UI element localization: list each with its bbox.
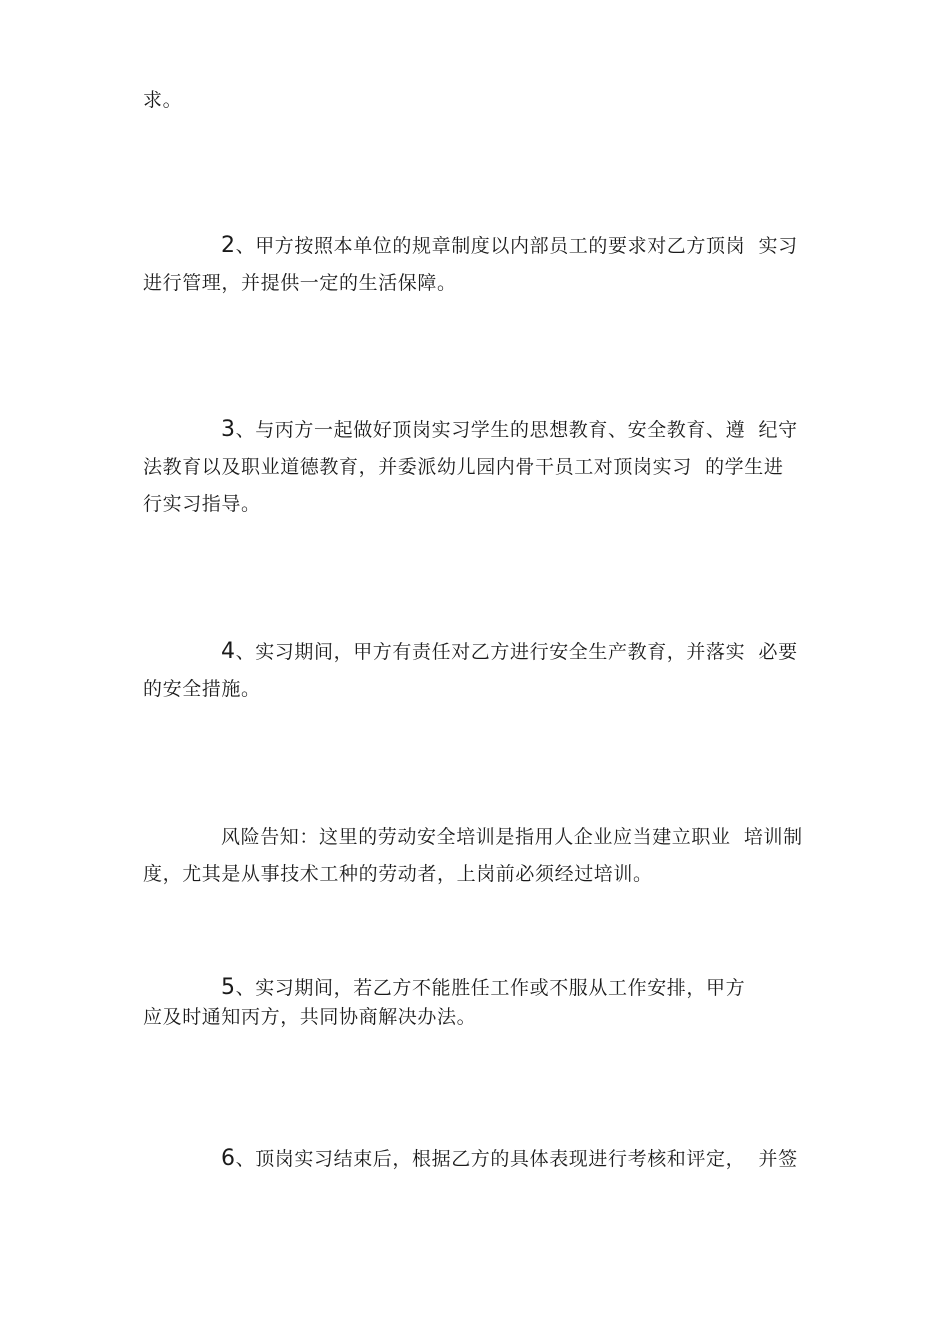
paragraph-6-line-1: 6、顶岗实习结束后，根据乙方的具体表现进行考核和评定， 并签 (221, 1146, 798, 1171)
risk-notice-line-2: 度，尤其是从事技术工种的劳动者，上岗前必须经过培训。 (143, 863, 653, 885)
paragraph-2-line-1: 2、甲方按照本单位的规章制度以内部员工的要求对乙方顶岗 实习 (221, 233, 798, 258)
item-number: 3 (221, 417, 236, 442)
paragraph-3-line-1: 3、与丙方一起做好顶岗实习学生的思想教育、安全教育、遵 纪守 (221, 417, 798, 442)
paragraph-3-line-3: 行实习指导。 (143, 493, 261, 515)
item-number: 6 (221, 1146, 236, 1171)
item-number: 5 (221, 975, 236, 1000)
paragraph-2-line-2: 进行管理，并提供一定的生活保障。 (143, 272, 457, 294)
paragraph-4-line-2: 的安全措施。 (143, 678, 261, 700)
item-number: 4 (221, 639, 236, 664)
paragraph-5-line-1: 5、实习期间，若乙方不能胜任工作或不服从工作安排，甲方 (221, 975, 746, 1000)
paragraph-5-line-2: 应及时通知丙方，共同协商解决办法。 (143, 1006, 477, 1028)
paragraph-3-line-2: 法教育以及职业道德教育，并委派幼儿园内骨干员工对顶岗实习 的学生进 (143, 456, 784, 478)
paragraph-4-line-1: 4、实习期间，甲方有责任对乙方进行安全生产教育，并落实 必要 (221, 639, 798, 664)
paragraph-1-line-1: 求。 (143, 89, 183, 111)
item-number: 2 (221, 233, 236, 258)
risk-notice-line-1: 风险告知：这里的劳动安全培训是指用人企业应当建立职业 培训制 (221, 826, 803, 848)
